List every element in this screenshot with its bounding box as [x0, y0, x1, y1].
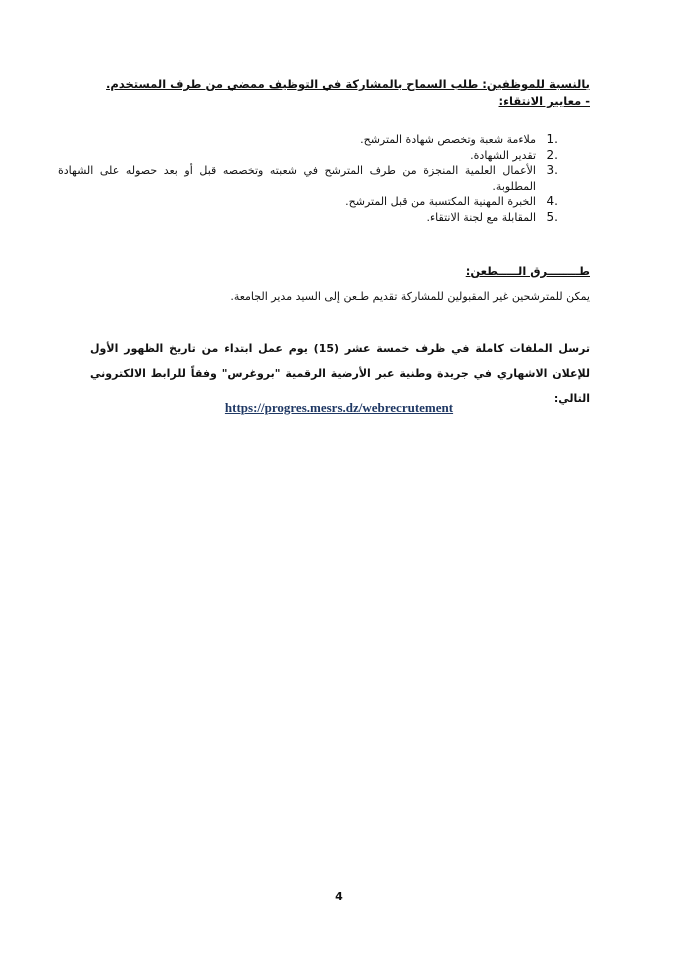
item-text: الخبرة المهنية المكتسبة من قبل المترشح. [345, 195, 536, 208]
list-item [58, 194, 558, 210]
header-block [70, 76, 590, 110]
criteria-list [58, 132, 558, 225]
page-number: 4 [335, 890, 343, 903]
list-item [58, 209, 558, 226]
item-number: 2. [546, 147, 558, 162]
employees-line: بالنسبة للموظفين: طلب السماح بالمشاركة في التوظيف ممضي من طرف المستخدم. [106, 77, 590, 91]
recruitment-link[interactable]: https://progres.mesrs.dz/webrecrutement [224, 400, 454, 415]
submission-notice: ترسل الملفات كاملة في ظرف خمسة عشر (15) يوم عمل ابتداء من تاريخ الظهور الأول للإعلان الاشهاري في جريدة وطنية عبر الأرضية الرقمية "بروغرس" وفقاً للرابط الالكتروني التالي: [90, 342, 590, 405]
item-number: 3. [546, 163, 558, 177]
item-text: تقدير الشهادة. [470, 148, 536, 162]
criteria-title: - معايير الانتقاء: [498, 94, 590, 108]
list-item [58, 163, 558, 194]
appeal-title: طــــــــرق الـــــطعن: [465, 264, 590, 278]
item-number: 4. [546, 194, 558, 208]
appeal-text: يمكن للمترشحين غير المقبولين للمشاركة تقديم طـعن إلى السيد مدير الجامعة. [230, 290, 590, 303]
item-text: ملاءمة شعبة وتخصص شهادة المترشح. [360, 133, 536, 146]
list-item [58, 147, 558, 164]
item-text: الأعمال العلمية المنجزة من طرف المترشح في شعبته وتخصصه قبل أو بعد حصوله على الشهادة المطلوبة. [58, 164, 536, 193]
item-text: المقابلة مع لجنة الانتقاء. [426, 210, 536, 224]
list-item [58, 132, 558, 148]
item-number: 5. [546, 209, 558, 224]
item-number: 1. [546, 132, 558, 146]
